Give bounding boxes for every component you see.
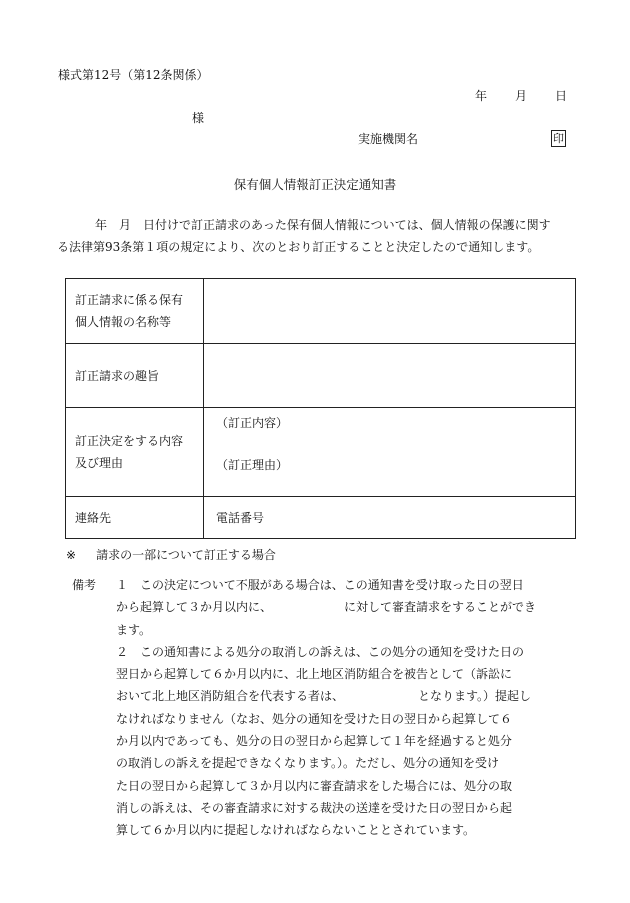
date-month: 月 xyxy=(515,89,528,103)
row4-value: 電話番号 xyxy=(204,497,576,539)
row2-label: 訂正請求の趣旨 xyxy=(66,344,204,408)
remark-line-part: に対して審査請求をすることができ xyxy=(344,600,537,615)
remark-line: の取消しの訴えを提起できなくなります。）。ただし、処分の通知を受け xyxy=(116,756,500,771)
row1-label-b: 個人情報の名称等 xyxy=(75,315,172,329)
row-label xyxy=(66,279,204,344)
intro-line-1: 年 月 日付けで訂正請求のあった保有個人情報については、個人情報の保護に関す xyxy=(95,218,551,232)
remark-line-part: となります。）提起し xyxy=(418,689,532,704)
date-day: 日 xyxy=(555,89,568,103)
row3-label-a: 訂正決定をする内容 xyxy=(75,434,184,448)
info-table xyxy=(65,278,576,539)
footnote xyxy=(66,549,276,561)
table-row xyxy=(66,279,576,344)
date-line xyxy=(475,90,567,102)
remark-item xyxy=(72,641,577,842)
remark-line-part: から起算して３か月以内に、 xyxy=(116,600,273,615)
seal-box: 印 xyxy=(553,132,564,145)
remark-item xyxy=(72,574,577,641)
intro-paragraph xyxy=(57,214,577,258)
table-row xyxy=(66,497,576,539)
remark-line: た日の翌日から起算して３か月以内に審査請求をした場合には、処分の取 xyxy=(116,778,513,793)
remark-line xyxy=(116,596,577,618)
row-label xyxy=(66,408,204,497)
table-row xyxy=(66,344,576,408)
remark-line: なければなりません（なお、処分の通知を受けた日の翌日から起算して６ xyxy=(116,711,513,726)
remarks-key: 備考 xyxy=(72,578,97,592)
date-year: 年 xyxy=(475,89,488,103)
remark-line: 翌日から起算して６か月以内に、北上地区消防組合を被告として（訴訟に xyxy=(116,667,513,682)
remark-line xyxy=(116,685,577,707)
remark-line: 算して６か月以内に提起しなければならないこととされています。 xyxy=(116,823,476,838)
remark-number: ２ xyxy=(116,644,129,659)
agency-name-label: 実施機関名 xyxy=(358,132,419,146)
remark-line: か月以内であっても、処分の日の翌日から起算して１年を経過すると処分 xyxy=(116,734,512,749)
remark-line: 消しの訴えは、その審査請求に対する裁決の送達を受けた日の翌日から起 xyxy=(116,800,513,815)
remark-line-part: おいて北上地区消防組合を代表する者は、 xyxy=(116,689,345,704)
form-number-label: 様式第12号（第12条関係） xyxy=(58,68,209,82)
row3-value-content: （訂正内容） xyxy=(216,416,289,430)
intro-line-2: る法律第93条第１項の規定により、次のとおり訂正することと決定したので通知します。 xyxy=(57,240,540,254)
row3-label-b: 及び理由 xyxy=(75,456,124,470)
document-title: 保有個人情報訂正決定通知書 xyxy=(233,177,397,192)
row1-value xyxy=(204,279,576,344)
remark-text xyxy=(116,641,577,842)
row1-label-a: 訂正請求に係る保有 xyxy=(75,293,184,307)
remarks-section xyxy=(72,574,577,842)
table-row xyxy=(66,408,576,497)
row2-value xyxy=(204,344,576,408)
remark-line: この決定について不服がある場合は、この通知書を受け取った日の翌日 xyxy=(140,578,524,592)
remark-line: ます。 xyxy=(116,622,152,637)
remark-text xyxy=(116,574,577,641)
remark-number: １ xyxy=(116,578,129,592)
row4-label: 連絡先 xyxy=(66,497,204,539)
recipient-suffix: 様 xyxy=(192,111,205,125)
row3-value xyxy=(204,408,576,497)
footnote-mark: ※ xyxy=(66,548,77,562)
footnote-text: 請求の一部について訂正する場合 xyxy=(96,548,276,562)
remark-line: この通知書による処分の取消しの訴えは、この処分の通知を受けた日の xyxy=(140,644,525,659)
row3-value-reason: （訂正理由） xyxy=(216,458,289,472)
